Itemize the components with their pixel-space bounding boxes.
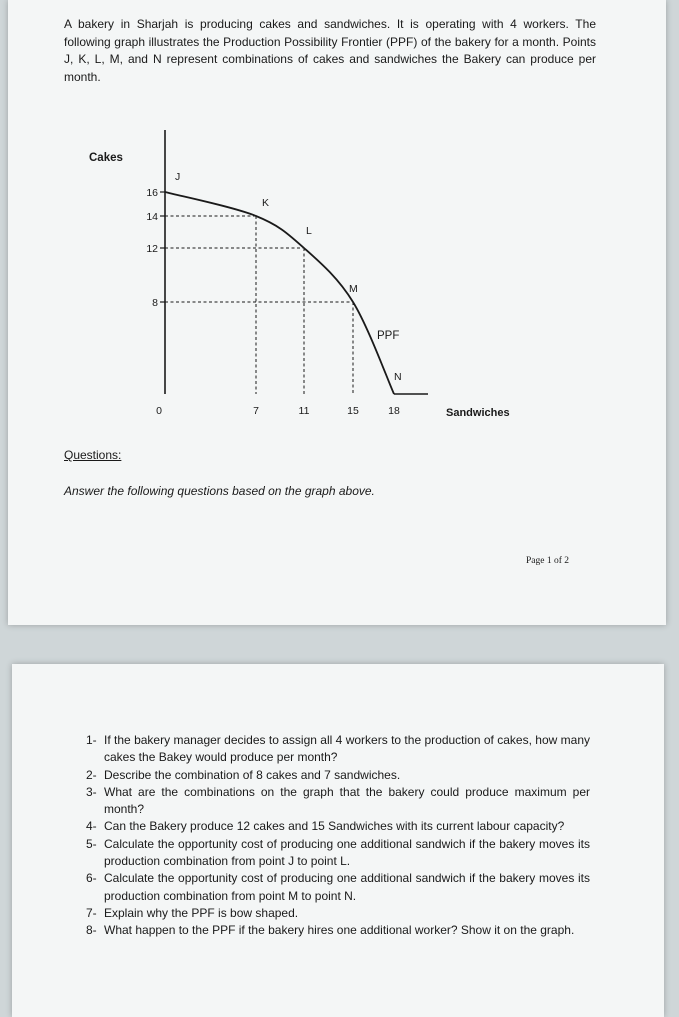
ppf-chart: [8, 0, 666, 440]
dashed-guide-lines: [165, 216, 353, 394]
question-number: 3-: [86, 784, 97, 799]
x-tick-labels: [156, 405, 400, 417]
question-item: [86, 732, 590, 767]
point-label: L: [306, 225, 312, 237]
question-text: Can the Bakery produce 12 cakes and 15 Sandwiches with its current labour capacity?: [104, 819, 565, 834]
instruction-text: Answer the following questions based on the graph above.: [64, 484, 375, 498]
x-tick-label: 7: [253, 405, 259, 417]
question-text: Explain why the PPF is bow shaped.: [104, 905, 299, 920]
question-text: Calculate the opportunity cost of producing one additional sandwich if the bakery moves its production combination from point J to point L.: [104, 836, 590, 869]
x-tick-label: 0: [156, 405, 162, 417]
question-number: 4-: [86, 819, 97, 834]
y-tick-labels: [146, 187, 158, 309]
question-item: [86, 836, 590, 871]
question-number: 7-: [86, 905, 97, 920]
question-item: [86, 905, 590, 922]
question-text: If the bakery manager decides to assign all 4 workers to the production of cakes, how many cakes the Bakey would produce per month?: [104, 733, 590, 765]
question-number: 8-: [86, 923, 97, 938]
y-tick-label: 12: [146, 243, 158, 255]
point-label: K: [262, 197, 270, 209]
y-tick-label: 16: [146, 187, 158, 199]
question-item: [86, 922, 590, 939]
y-tick-label: 8: [152, 297, 158, 309]
intro-paragraph: A bakery in Sharjah is producing cakes and sandwiches. It is operating with 4 workers. The following graph illustrates the Production Possibility Frontier (PPF) of the bakery for a month. Points J, K, L, M, and N represent combinations of cakes and sandwiches the Bakery can produce per month.: [64, 17, 596, 84]
question-item: [86, 767, 590, 784]
question-item: [86, 818, 590, 835]
question-text: Describe the combination of 8 cakes and 7 sandwiches.: [104, 767, 401, 782]
x-tick-label: 15: [347, 405, 359, 417]
point-label: M: [349, 283, 358, 295]
x-axis-label: Sandwiches: [446, 407, 510, 419]
question-item: [86, 784, 590, 819]
point-label: N: [394, 371, 402, 383]
x-tick-label: 18: [388, 405, 400, 417]
ppf-label: PPF: [377, 330, 400, 342]
question-number: 2-: [86, 767, 97, 782]
y-tick-label: 14: [146, 211, 158, 223]
question-list: [86, 732, 590, 940]
question-text: Calculate the opportunity cost of producing one additional sandwich if the bakery moves its production combination from point M to point N.: [104, 871, 590, 903]
y-axis-label: Cakes: [89, 152, 123, 164]
point-label: J: [175, 171, 181, 183]
x-tick-label: 11: [298, 405, 310, 417]
question-number: 5-: [86, 836, 97, 851]
question-text: What happen to the PPF if the bakery hires one additional worker? Show it on the graph.: [104, 923, 575, 938]
ppf-curve: [165, 192, 394, 394]
questions-heading: Questions:: [64, 448, 122, 462]
question-number: 1-: [86, 733, 97, 747]
document-page-2: [12, 664, 664, 1017]
question-text: What are the combinations on the graph that the bakery could produce maximum per month?: [104, 784, 590, 817]
question-item: [86, 870, 590, 905]
document-page-1: [8, 0, 666, 625]
question-number: 6-: [86, 871, 97, 886]
page-number: Page 1 of 2: [526, 556, 570, 566]
